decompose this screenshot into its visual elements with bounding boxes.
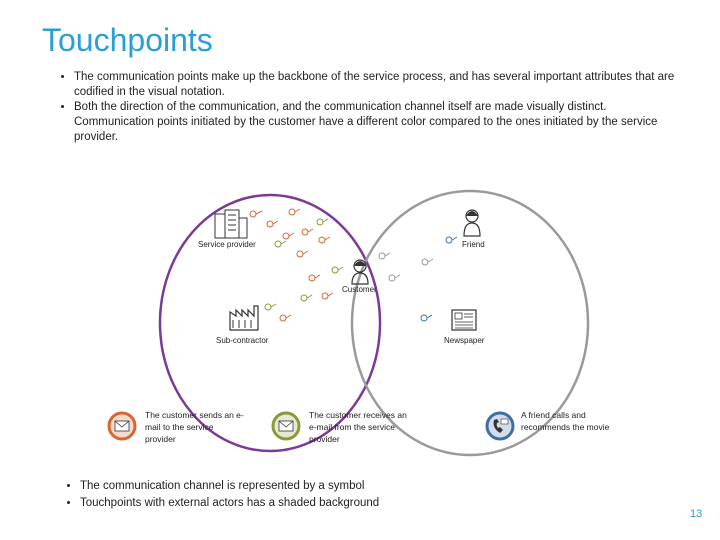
page-title: Touchpoints [42,22,213,58]
person-icon [464,210,480,236]
friend-label: Friend [462,240,485,249]
bottom-bullet-list [66,478,500,512]
service-provider-label: Service provider [198,240,256,249]
subcontractor-label: Sub-contractor [216,336,269,345]
bullet-item: • Both the direction of the communication, and the communication channel itself are made visually distinct. Communication points initiated by the customer have a different color compared to the ones initiated by the service provider. [74,100,684,145]
person-icon [352,260,368,284]
building-icon [215,210,247,238]
bullet-item: • Touchpoints with external actors has a shaded background [80,495,500,512]
newspaper-icon [452,310,476,330]
legend-email-sent-icon [109,413,135,439]
page-number: 13 [690,508,703,520]
legend-phone-icon [487,413,513,439]
legend-text: The customer sends an e-mail to the service provider [145,410,244,444]
newspaper-label: Newspaper [444,336,485,345]
legend-text: A friend calls and recommends the movie [521,410,610,432]
legend-email-received-icon [273,413,299,439]
factory-icon [230,306,258,330]
bullet-item: • The communication channel is represented by a symbol [80,478,500,495]
bullet-item: • The communication points make up the backbone of the service process, and has several important attributes that are codified in the visual notation. [74,70,684,100]
legend-text: The customer receives an e-mail from the service provider [309,410,407,444]
customer-label: Customer [342,285,377,294]
